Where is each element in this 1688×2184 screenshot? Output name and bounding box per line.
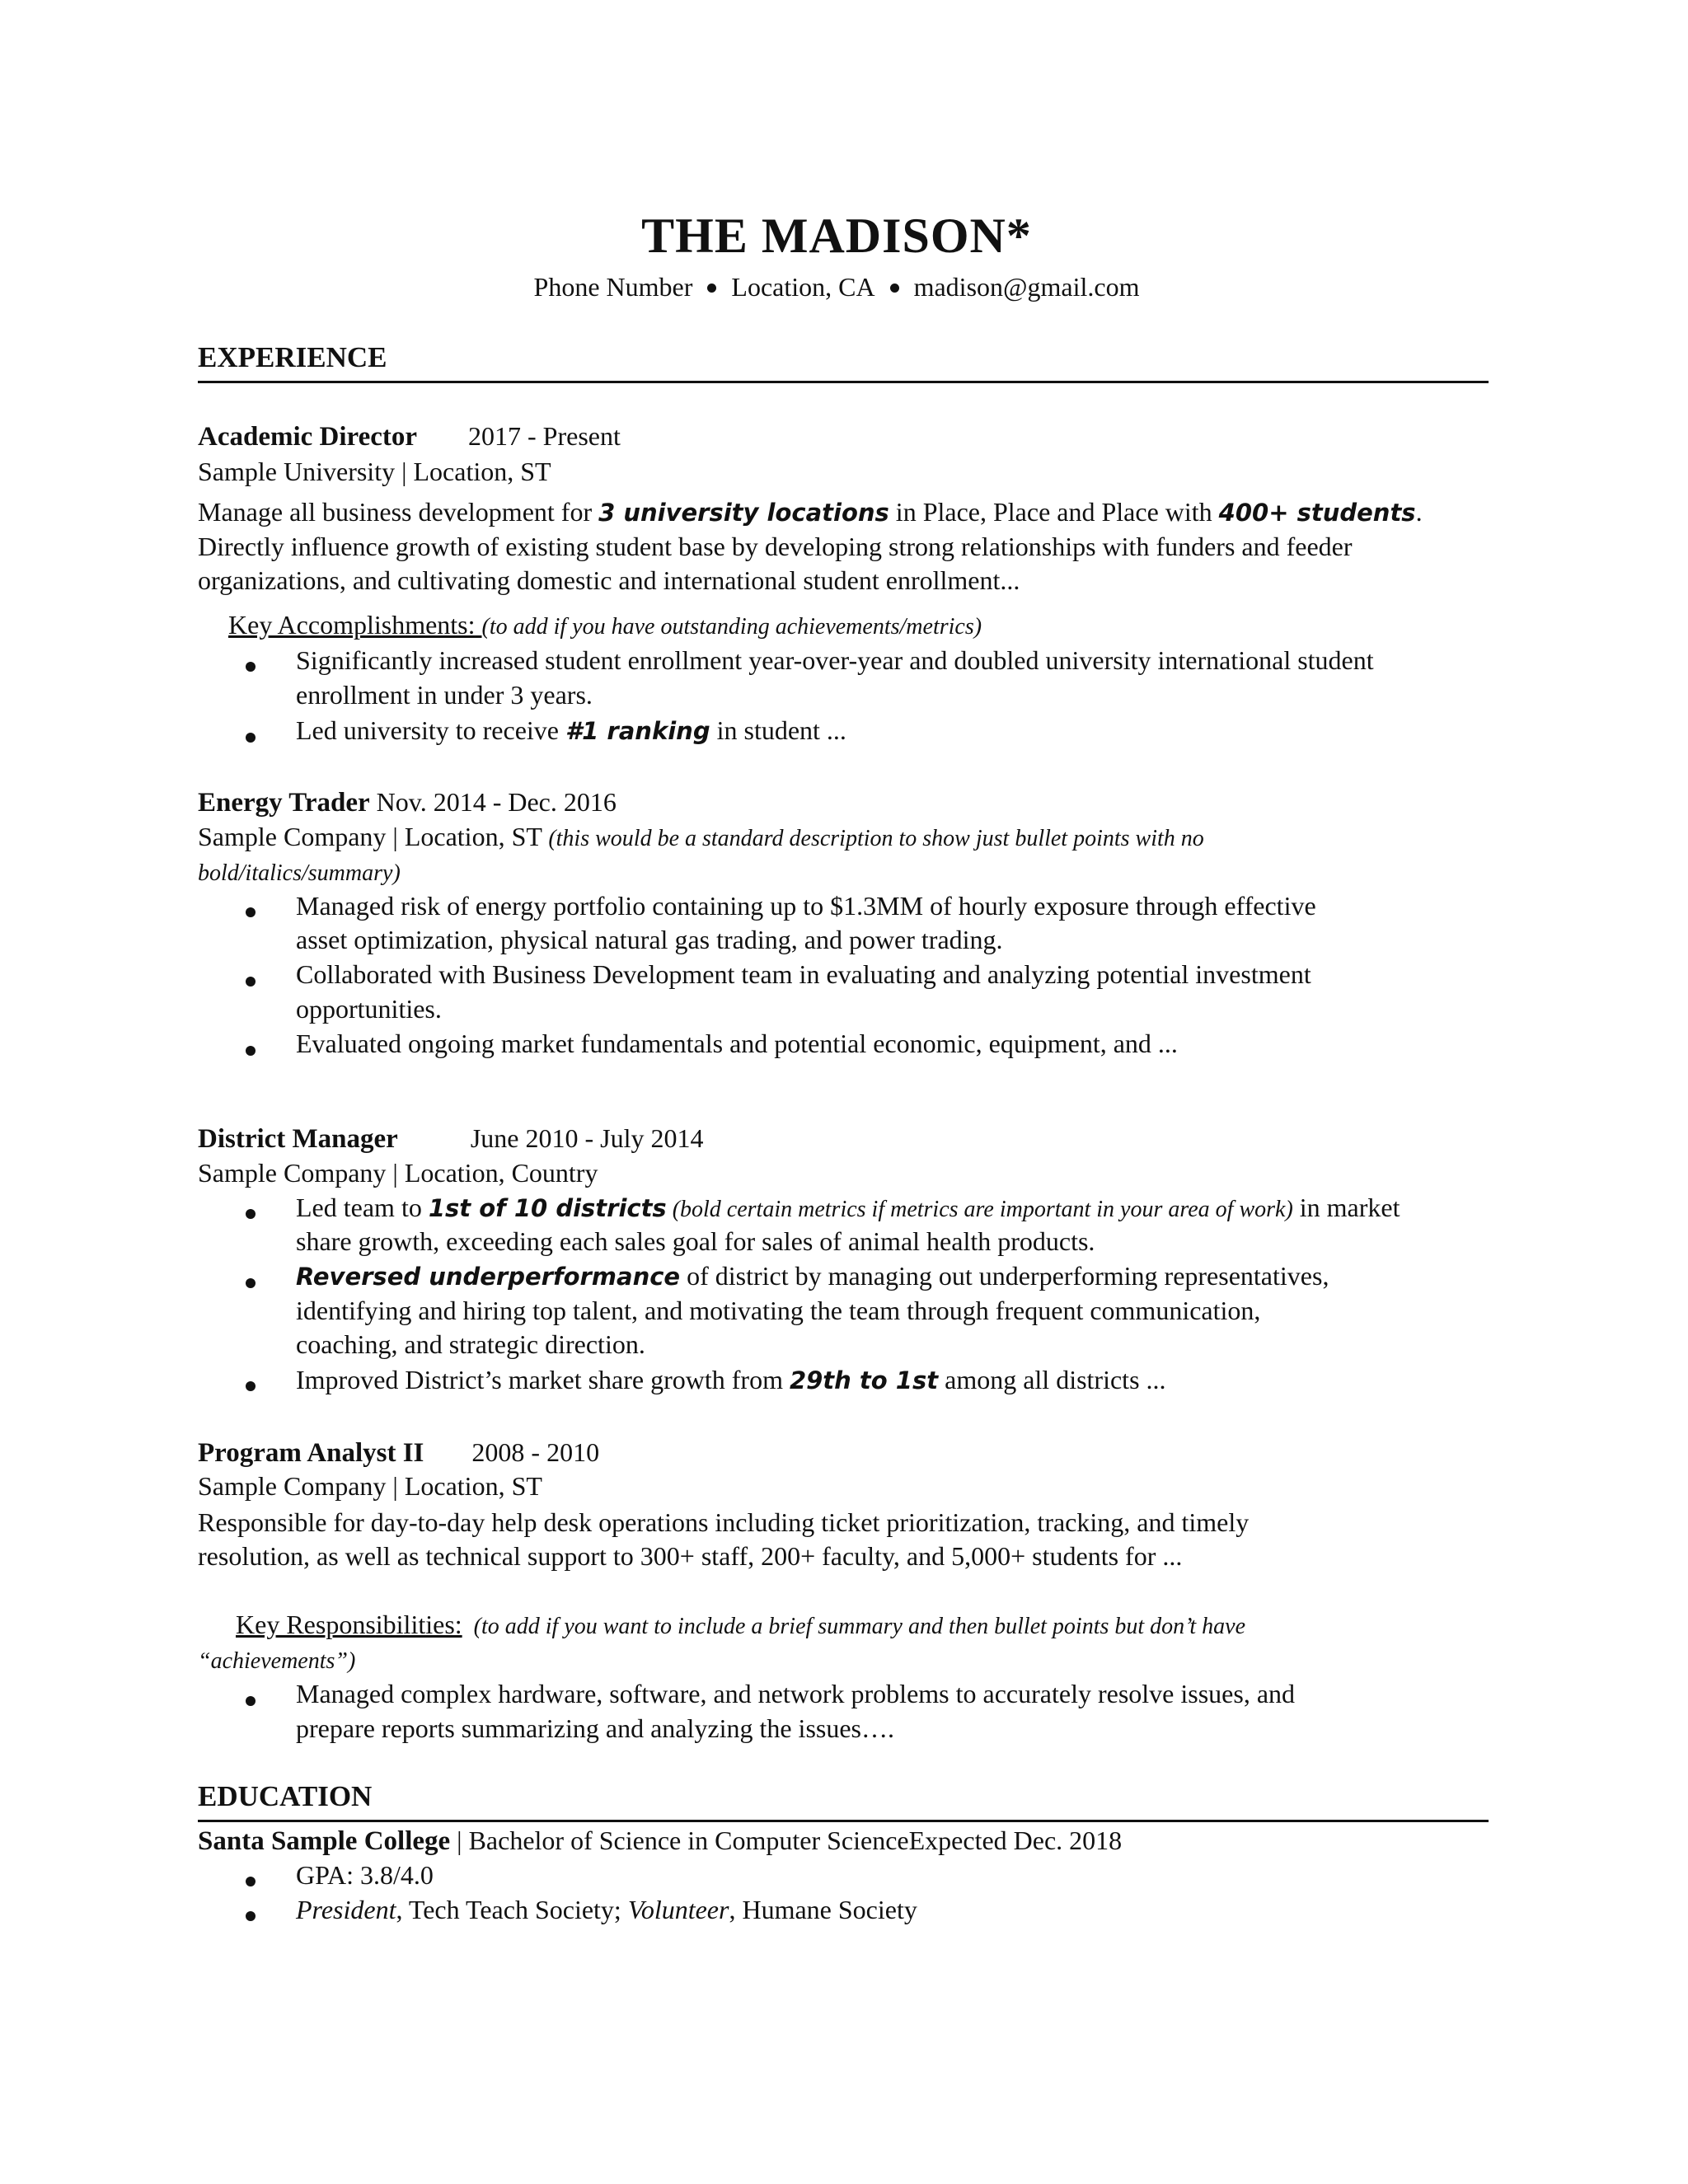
job-title: Energy Trader: [198, 788, 370, 818]
role: Volunteer: [627, 1895, 729, 1924]
contact-line: [198, 272, 1475, 302]
job-description-line: resolution, as well as technical support to 300+ staff, 200+ faculty, and 5,000+ students for ...: [198, 1541, 1183, 1571]
bullet-icon: [246, 733, 256, 743]
candidate-name: THE MADISON*: [641, 209, 1032, 263]
highlight-metric: 29th to 1st: [789, 1366, 939, 1394]
job-header: [198, 785, 617, 819]
bullet-icon: [246, 1278, 256, 1288]
school-name: Santa Sample College: [198, 1826, 451, 1856]
expected-date: Expected Dec. 2018: [908, 1825, 1123, 1855]
text: among all districts ...: [938, 1365, 1166, 1394]
key-responsibilities-label: [236, 1608, 1245, 1643]
text: .: [1415, 497, 1423, 527]
bullet-text: [296, 714, 846, 748]
text: Led university to receive: [296, 715, 565, 745]
text: Improved District’s market share growth from: [296, 1365, 790, 1394]
bullet-icon: [246, 1209, 256, 1219]
text: , Humane Society: [729, 1895, 917, 1924]
bullet-text: coaching, and strategic direction.: [296, 1329, 645, 1359]
role: President: [296, 1895, 396, 1924]
job-dates: 2008 - 2010: [471, 1437, 600, 1467]
job-title: Program Analyst II: [198, 1438, 424, 1468]
text: , Tech Teach Society;: [396, 1895, 628, 1924]
note: [198, 855, 401, 890]
text: in market: [1292, 1193, 1400, 1222]
text: of district by managing out underperforming representatives,: [680, 1261, 1329, 1291]
experience-heading: EXPERIENCE: [198, 341, 387, 373]
job-org: Sample University | Location, ST: [198, 457, 551, 486]
bullet-separator-icon: [890, 284, 899, 293]
job-org-line: [198, 820, 1204, 855]
text: in student ...: [710, 715, 846, 745]
job-org: Sample Company | Location, ST: [198, 822, 549, 851]
job-dates: June 2010 - July 2014: [470, 1123, 704, 1153]
bullet-icon: [246, 662, 256, 672]
bullet-text: Collaborated with Business Development team in evaluating and analyzing potential investment: [296, 959, 1311, 989]
education-heading: EDUCATION: [198, 1780, 373, 1812]
job-description-line: Responsible for day-to-day help desk operations including ticket prioritization, tracking, and timely: [198, 1507, 1250, 1537]
section-divider: [198, 1820, 1489, 1822]
degree-text: | Bachelor of Science in Computer Science: [450, 1825, 909, 1855]
bullet-icon: [246, 1046, 256, 1056]
phone-text: Phone Number: [533, 272, 693, 302]
highlight-metric: 3 university locations: [598, 499, 889, 527]
bullet-text: Managed risk of energy portfolio containing up to $1.3MM of hourly exposure through effective: [296, 891, 1316, 921]
label: Key Accomplishments:: [228, 610, 476, 640]
bullet-text: Significantly increased student enrollment year-over-year and doubled university international student: [296, 645, 1374, 675]
bullet-text: Managed complex hardware, software, and network problems to accurately resolve issues, and: [296, 1679, 1296, 1708]
bullet-text: share growth, exceeding each sales goal for sales of animal health products.: [296, 1226, 1095, 1256]
text: Led team to: [296, 1193, 429, 1222]
note: (bold certain metrics if metrics are important in your area of work): [666, 1197, 1293, 1222]
job-dates: Nov. 2014 - Dec. 2016: [376, 787, 617, 817]
resume-page: [198, 0, 1475, 2184]
bullet-icon: [246, 977, 256, 987]
note: (to add if you want to include a brief summary and then bullet points but don’t have: [473, 1614, 1246, 1639]
bullet-icon: [246, 907, 256, 917]
bullet-text: asset optimization, physical natural gas trading, and power trading.: [296, 925, 1003, 954]
text: in Place, Place and Place with: [889, 497, 1219, 527]
highlight-metric: Reversed underperformance: [296, 1263, 681, 1291]
job-description-line: [198, 495, 1423, 529]
label: Key Responsibilities:: [236, 1610, 462, 1639]
job-title: Academic Director: [198, 422, 418, 452]
job-header: [198, 419, 621, 453]
bullet-text: [296, 1259, 1329, 1293]
bullet-text: [296, 1191, 1400, 1226]
text: Manage all business development for: [198, 497, 599, 527]
highlight-metric: 400+ students: [1218, 499, 1416, 527]
note: (to add if you have outstanding achievements/metrics): [481, 614, 982, 640]
job-org: Sample Company | Location, Country: [198, 1158, 598, 1188]
note: (this would be a standard description to show just bullet points with no: [548, 826, 1204, 851]
bullet-separator-icon: [707, 284, 716, 293]
bullet-text: identifying and hiring top talent, and motivating the team through frequent communication,: [296, 1296, 1261, 1325]
bullet-text: enrollment in under 3 years.: [296, 680, 593, 710]
job-header: [198, 1122, 703, 1155]
activities-text: [296, 1893, 917, 1926]
job-description-line: Directly influence growth of existing student base by developing strong relationships with funders and feeder: [198, 532, 1353, 561]
bullet-icon: [246, 1877, 256, 1886]
key-accomplishments-label: [228, 608, 982, 644]
job-org: Sample Company | Location, ST: [198, 1471, 542, 1501]
education-entry: [198, 1824, 1122, 1858]
gpa-text: GPA: 3.8/4.0: [296, 1860, 434, 1890]
job-header: [198, 1436, 599, 1469]
location-text: Location, CA: [731, 272, 875, 302]
highlight-metric: 1st of 10 districts: [428, 1194, 667, 1222]
job-description-line: organizations, and cultivating domestic and international student enrollment...: [198, 565, 1020, 595]
bullet-icon: [246, 1696, 256, 1706]
note: [198, 1643, 355, 1678]
section-divider: [198, 381, 1489, 383]
bullet-text: prepare reports summarizing and analyzing the issues….: [296, 1713, 894, 1743]
email-text: madison@gmail.com: [913, 272, 1140, 302]
job-dates: 2017 - Present: [468, 421, 621, 451]
bullet-icon: [246, 1911, 256, 1921]
job-title: District Manager: [198, 1124, 398, 1154]
bullet-text: [296, 1363, 1166, 1397]
note: bold/italics/summary): [198, 860, 401, 886]
highlight-metric: #1 ranking: [565, 717, 710, 745]
bullet-text: opportunities.: [296, 994, 442, 1024]
note: “achievements”): [198, 1648, 356, 1674]
bullet-icon: [246, 1381, 256, 1391]
bullet-text: Evaluated ongoing market fundamentals and potential economic, equipment, and ...: [296, 1029, 1178, 1058]
